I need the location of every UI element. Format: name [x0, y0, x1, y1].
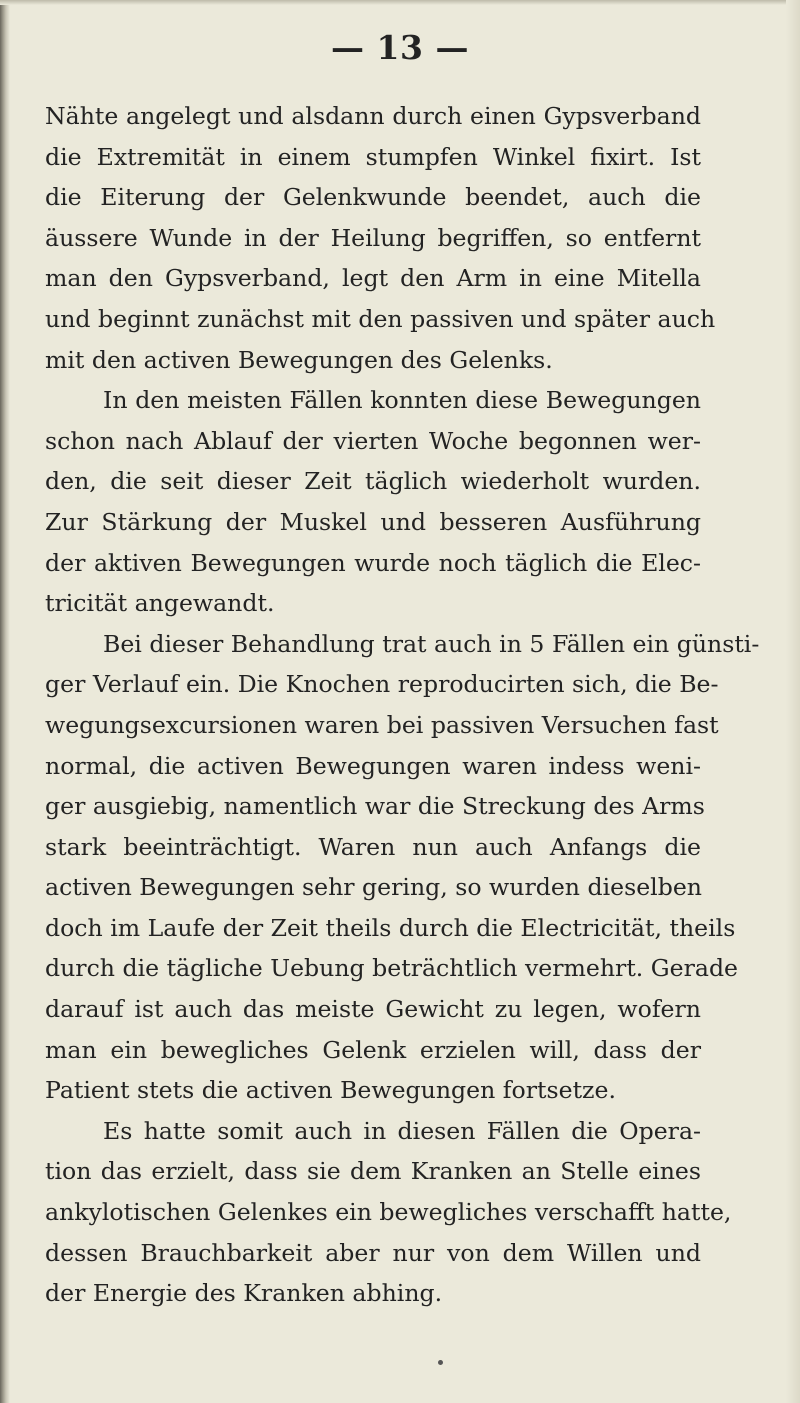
text-line: die Eiterung der Gelenkwunde beendet, auch die [45, 183, 701, 212]
text-line: man den Gypsverband, legt den Arm in eine Mitella [45, 264, 701, 293]
text-line: der aktiven Bewegungen wurde noch täglich die Elec- [45, 548, 701, 577]
page-top-edge [0, 0, 800, 5]
text-line: darauf ist auch das meiste Gewicht zu legen, wofern [45, 995, 701, 1024]
text-line: ger ausgiebig, namentlich war die Streckung des Arms [45, 792, 705, 821]
paragraph-start: In den meisten Fällen konnten diese Bewegungen [103, 386, 701, 415]
page-number: — 13 — [331, 28, 469, 67]
text-line: die Extremität in einem stumpfen Winkel fixirt. Ist [45, 142, 701, 171]
body-text [45, 96, 760, 1314]
paragraph-start: Bei dieser Behandlung trat auch in 5 Fällen ein günsti- [103, 629, 760, 658]
text-line: Patient stets die activen Bewegungen fortsetze. [45, 1076, 616, 1105]
text-line: normal, die activen Bewegungen waren indess weni- [45, 751, 701, 780]
text-line: man ein bewegliches Gelenk erzielen will, dass der [45, 1035, 701, 1064]
text-line: äussere Wunde in der Heilung begriffen, so entfernt [45, 223, 701, 252]
text-line: stark beeinträchtigt. Waren nun auch Anfangs die [45, 832, 701, 861]
page-right-edge [786, 0, 800, 1403]
text-line: schon nach Ablauf der vierten Woche begonnen wer- [45, 426, 701, 455]
text-line: activen Bewegungen sehr gering, so wurden dieselben [45, 873, 702, 902]
text-line: den, die seit dieser Zeit täglich wiederholt wurden. [45, 467, 701, 496]
text-line: doch im Laufe der Zeit theils durch die Electricität, theils [45, 913, 736, 942]
text-line: dessen Brauchbarkeit aber nur von dem Willen und [45, 1238, 701, 1267]
text-line: Nähte angelegt und alsdann durch einen Gypsverband [45, 102, 701, 130]
text-line: mit den activen Bewegungen des Gelenks. [45, 345, 553, 374]
text-line: tricität angewandt. [45, 589, 275, 618]
text-line: Zur Stärkung der Muskel und besseren Ausführung [45, 507, 701, 536]
text-line: durch die tägliche Uebung beträchtlich vermehrt. Gerade [45, 954, 739, 983]
text-line: und beginnt zunächst mit den passiven und später auch [45, 304, 716, 333]
text-line: ger Verlauf ein. Die Knochen reproducirten sich, die Be- [45, 670, 719, 699]
text-line: der Energie des Kranken abhing. [45, 1279, 443, 1308]
text-line: wegungsexcursionen waren bei passiven Versuchen fast [45, 710, 719, 739]
page-binding-edge [0, 0, 10, 1403]
text-line: tion das erzielt, dass sie dem Kranken an Stelle eines [45, 1157, 701, 1186]
paragraph-start: Es hatte somit auch in diesen Fällen die Opera- [103, 1116, 701, 1145]
ink-speck [438, 1360, 443, 1365]
text-line: ankylotischen Gelenkes ein bewegliches verschafft hatte, [45, 1198, 732, 1227]
